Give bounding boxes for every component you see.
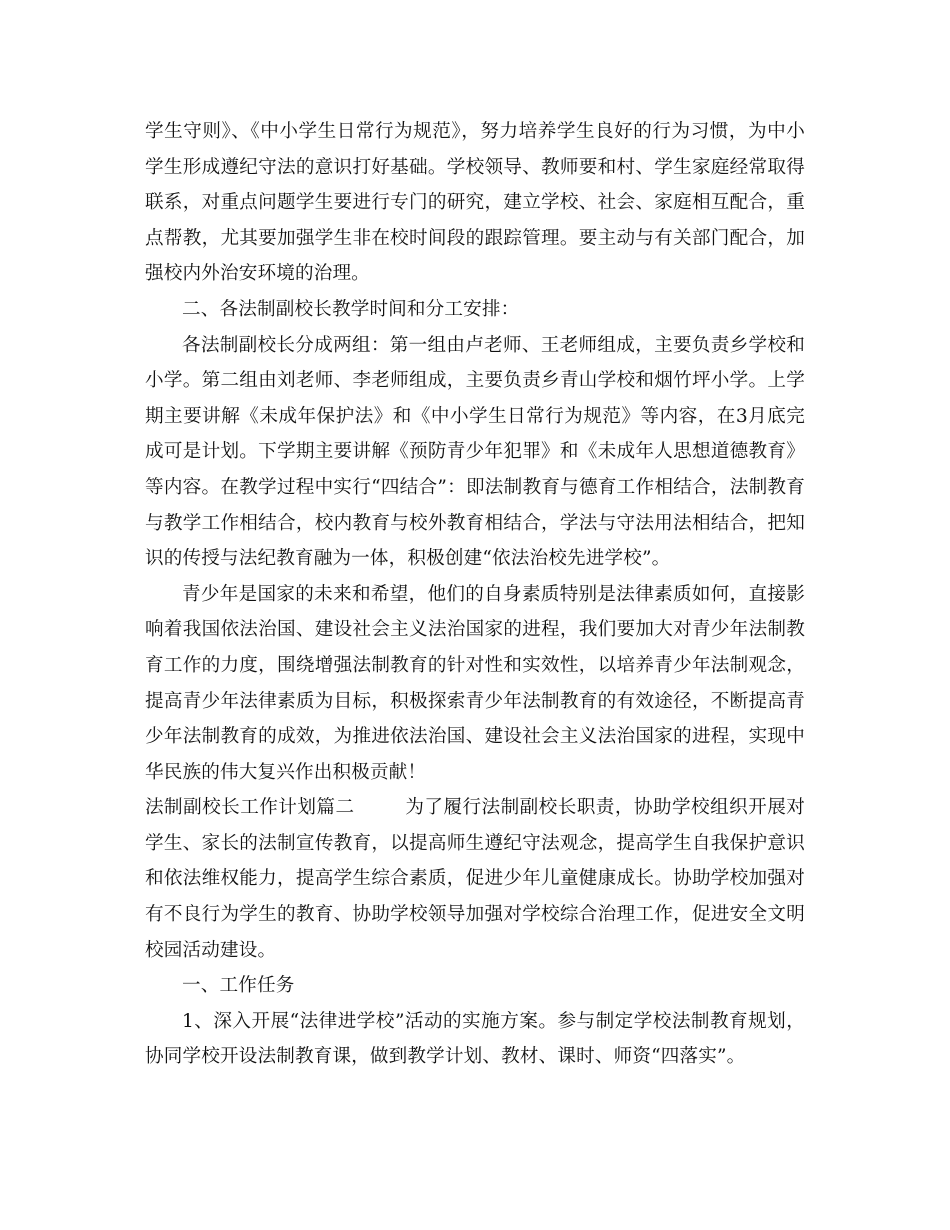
document-body	[145, 114, 805, 1075]
section-heading-tasks: 一、工作任务	[182, 975, 295, 997]
section-heading-teaching-schedule: 二、各法制副校长教学时间和分工安排：	[182, 298, 520, 320]
paragraph-plan-part-two: 法制副校长工作计划篇二 为了履行法制副校长职责，协助学校组织开展对学生、家长的法制宣传教育，以提高师生遵纪守法观念，提高学生自我保护意识和依法维权能力，提高学生综合素质，促进少年儿童健康成长。协助学校加强对有不良行为学生的教育、协助学校领导加强对学校综合治理工作，促进安全文明校园活动建设。	[145, 797, 805, 961]
paragraph-continuation: 学生守则》、《中小学生日常行为规范》，努力培养学生良好的行为习惯，为中小学生形成遵纪守法的意识打好基础。学校领导、教师要和村、学生家庭经常取得联系，对重点问题学生要进行专门的研究，建立学校、社会、家庭相互配合，重点帮教，尤其要加强学生非在校时间段的跟踪管理。要主动与有关部门配合，加强校内外治安环境的治理。	[145, 121, 805, 285]
paragraph-youth-importance: 青少年是国家的未来和希望，他们的自身素质特别是法律素质如何，直接影响着我国依法治国、建设社会主义法治国家的进程，我们要加大对青少年法制教育工作的力度，围绕增强法制教育的针对性和实效性，以培养青少年法制观念，提高青少年法律素质为目标，积极探索青少年法制教育的有效途径，不断提高青少年法制教育的成效，为推进依法治国、建设社会主义法治国家的进程，实现中华民族的伟大复兴作出积极贡献！	[145, 583, 805, 783]
paragraph-group-assignment: 各法制副校长分成两组：第一组由卢老师、王老师组成，主要负责乡学校和小学。第二组由刘老师、李老师组成，主要负责乡青山学校和烟竹坪小学。上学期主要讲解《未成年保护法》和《中小学生日常行为规范》等内容，在3月底完成可是计划。下学期主要讲解《预防青少年犯罪》和《未成年人思想道德教育》等内容。在教学过程中实行“四结合”：即法制教育与德育工作相结合，法制教育与教学工作相结合，校内教育与校外教育相结合，学法与守法用法相结合，把知识的传授与法纪教育融为一体，积极创建“依法治校先进学校”。	[145, 334, 805, 570]
paragraph-task-one: 1、深入开展“法律进学校”活动的实施方案。参与制定学校法制教育规划，协同学校开设法制教育课，做到教学计划、教材、课时、师资“四落实”。	[145, 1010, 805, 1068]
